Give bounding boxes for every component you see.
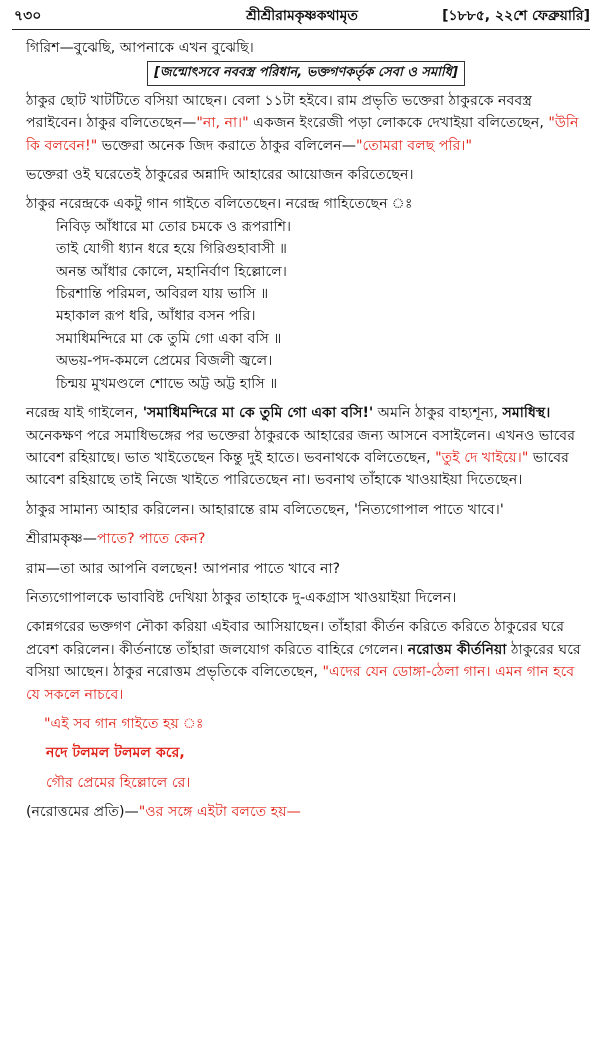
verse-line: সমাধিমন্দিরে মা কে তুমি গো একা বসি ॥ [56,330,282,347]
paragraph-to-narottam [26,801,586,823]
bold-song-line: 'সমাধিমন্দিরে মা কে তুমি গো একা বসি!' [142,405,374,422]
paragraph-konnagar [26,616,586,706]
running-title: শ্রীশ্রীরামকৃষ্ণকথামৃত [246,8,358,24]
song-line-1: নদে টলমল টলমল করে, [46,745,185,762]
paragraph-samadhi [26,402,586,492]
text: নরেন্দ্র যাই গাইলেন, [26,405,143,422]
paragraph-meal-prep: ভক্তেরা ওই ঘরেতেই ঠাকুরের অন্নাদি আহারের আয়োজন করিতেছেন। [26,167,414,184]
verse-line: অভয়-পদ-কমলে প্রেমের বিজলী জ্বলে। [56,353,273,370]
verse-line: অনন্ত আঁধার কোলে, মহানির্বাণ হিল্লোলে। [56,263,287,280]
text: ঠাকুর ছোট খাটটিতে বসিয়া আছেন। বেলা ১১টা হইবে। রাম প্রভৃতি ভক্তেরা ঠাকুরকে নববস্ত্র পরাইবেন। ঠাকুর বলিতেছেন— [26,92,533,132]
paragraph-sing-these: "এই সব গান গাইতে হয় ঃ [44,715,204,732]
page-header [14,6,590,26]
paragraph-girish: গিরিশ—বুঝেছি, আপনাকে এখন বুঝেছি। [26,40,254,56]
text: কোন্নগরের ভক্তগণ নৌকা করিয়া এইবার আসিয়াছেন। তাঁহারা কীর্তন করিতে করিতে ঠাকুরের ঘরে প্রবেশ করিলেন। কীর্তনান্তে তাঁহারা জলযোগ করিতে বাহিরে গেলেন। [26,619,565,658]
song-line-2: গৌর প্রেমের হিল্লোলে রে। [46,774,191,791]
quote-no-no: "না, না।" [196,115,249,132]
quote-what-will-he-say: "উনি কি বলবেন!" [26,115,579,154]
verse-line: চিরশান্তি পরিমল, অবিরল যায় ভাসি ॥ [56,286,269,303]
page-content [26,37,586,824]
paragraph-ram: রাম—তা আর আপনি বলছেন! আপনার পাতে খাবে না? [26,560,341,577]
section-heading: [জন্মোৎসবে নববস্ত্র পরিধান, ভক্তগণকর্তৃক সেবা ও সমাধি] [147,61,465,85]
speaker: শ্রীরামকৃষ্ণ— [26,531,97,548]
text: অনেকক্ষণ পরে সমাধিভঙ্গের পর ভক্তেরা ঠাকুরকে আহারের জন্য আসনে বসাইলেন। এখনও ভাবের আবেশ রহিয়াছে। ভাত খাইতেছেন কিন্তু দুই হাতে। ভবনাথকে বলিতেছেন, [26,427,575,466]
quote-with-this: "ওর সঙ্গে এইটা বলতে হয়— [138,804,301,821]
quote-i-will-wear: "তোমরা বলছ পরি।" [355,137,472,154]
verse-line: নিবিড় আঁধারে মা তোর চমকে ও রূপরাশি। [56,218,292,235]
quote-feed-me: "তুই দে খাইয়ে।" [435,449,529,466]
quote-why-plate: পাতে? পাতে কেন? [97,531,206,548]
text: ভাবের আবেশ রহিয়াছে তাই নিজে খাইতে পারিতেছেন না। ভবনাথ তাঁহাকে খাওয়াইয়া দিতেছেন। [26,449,569,489]
text: ভক্তেরা অনেক জিদ করাতে ঠাকুর বলিলেন— [97,137,356,154]
section-heading-wrap [26,59,586,89]
page-number: ৭৩০ [14,8,42,24]
paragraph-nityagopal: নিত্যগোপালকে ভাবাবিষ্ট দেখিয়া ঠাকুর তাহাকে দু-একগ্রাস খাওয়াইয়া দিলেন। [26,589,457,606]
quote-dinghy-song: "এদের যেন ডোঙ্গা-ঠেলা গান। এমন গান হবে যে সকলে নাচবে। [26,664,575,703]
bold-samadhistha: সমাধিস্থ। [502,405,551,422]
text: একজন ইংরেজী পড়া লোককে দেখাইয়া বলিতেছেন, [248,115,549,132]
text: অমনি ঠাকুর বাহ্যশূন্য, [373,405,503,422]
header-date: [১৮৮৫, ২২শে ফেব্রুয়ারি] [442,8,590,24]
paragraph-meal: ঠাকুর সামান্য আহার করিলেন। আহারান্তে রাম বলিতেছেন, 'নিত্যগোপাল পাতে খাবে।' [26,501,504,518]
text: ঠাকুরের ঘরে বসিয়া আছেন। ঠাকুর নরোত্তম প্রভৃতিকে বলিতেছেন, [26,641,581,681]
paragraph-song-intro: ঠাকুর নরেন্দ্রকে একটু গান গাইতে বলিতেছেন। নরেন্দ্র গাহিতেছেন ঃ [26,196,413,213]
paragraph-new-clothes [26,90,586,157]
verse-line: তাই যোগী ধ্যান ধরে হয়ে গিরিগুহাবাসী ॥ [56,241,288,258]
bold-narottam: নরোত্তম কীর্তনিয়া [407,641,507,658]
verse-line: চিন্ময় মুখমণ্ডলে শোভে অট্ট অট্ট হাসি ॥ [56,375,278,392]
song-verse [26,216,586,395]
paragraph-sri-ramakrishna [26,528,586,550]
text: (নরোত্তমের প্রতি)— [26,804,139,821]
verse-line: মহাকাল রূপ ধরি, আঁধার বসন পরি। [56,308,256,325]
header-rule [12,29,590,30]
